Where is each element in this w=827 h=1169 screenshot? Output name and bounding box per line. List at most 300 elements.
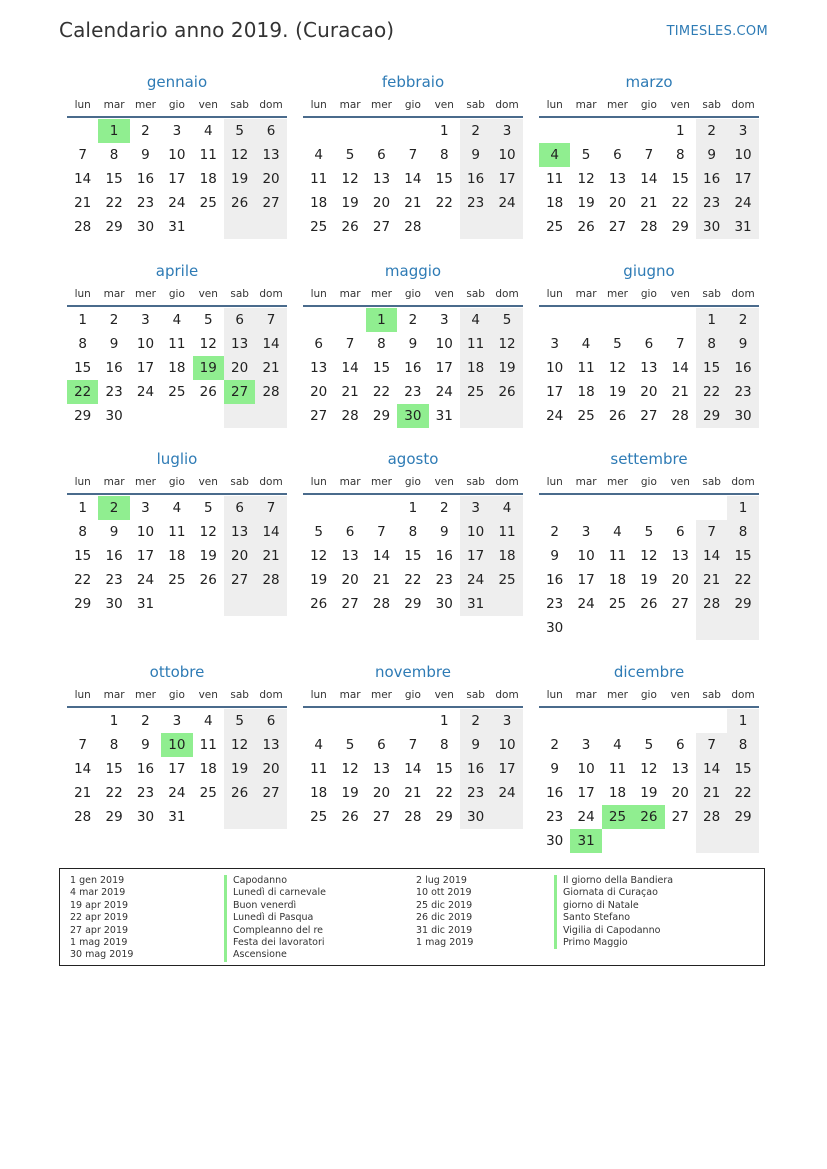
legend-holiday-name: Lunedì di Pasqua xyxy=(224,912,326,924)
calendar-day: 10 xyxy=(136,336,155,352)
calendar-day: 22 xyxy=(671,195,689,211)
weekday-label: lun xyxy=(74,689,91,701)
month-name: gennaio xyxy=(146,73,208,91)
calendar-day: 9 xyxy=(727,332,758,356)
calendar-day: 17 xyxy=(491,167,522,191)
calendar-day: 29 xyxy=(727,805,758,829)
legend-holiday-name: giorno di Natale xyxy=(554,900,673,912)
weekday-label: gio xyxy=(404,476,421,488)
calendar-day: 9 xyxy=(141,737,150,753)
calendar-empty-cell xyxy=(193,592,224,616)
calendar-day: 5 xyxy=(224,119,255,143)
calendar-day: 29 xyxy=(404,596,422,612)
weekday-label: dom xyxy=(731,288,755,300)
weekday-label: gio xyxy=(640,99,657,111)
calendar-day: 26 xyxy=(608,408,627,424)
weekday-label: mer xyxy=(370,99,392,111)
calendar-day: 3 xyxy=(727,119,758,143)
calendar-day: 20 xyxy=(224,544,255,568)
calendar-day: 12 xyxy=(577,171,595,187)
legend-holiday-name: Lunedì di carnevale xyxy=(224,887,326,899)
calendar-day: 13 xyxy=(255,733,286,757)
calendar-day: 22 xyxy=(696,380,727,404)
calendar-day: 14 xyxy=(671,360,689,376)
calendar-day: 17 xyxy=(727,167,758,191)
calendar-day: 7 xyxy=(644,147,654,163)
weekday-label: gio xyxy=(168,476,185,488)
calendar-empty-cell xyxy=(303,709,334,733)
month-july xyxy=(67,450,287,616)
weekday-label: gio xyxy=(168,689,185,701)
calendar-day: 28 xyxy=(372,596,391,612)
calendar-day: 20 xyxy=(671,572,689,588)
weekday-label: sab xyxy=(702,99,721,111)
legend-holiday-date: 27 apr 2019 xyxy=(70,924,129,936)
legend-dates-1 xyxy=(70,875,133,962)
calendar-day: 4 xyxy=(613,737,622,753)
calendar-empty-cell xyxy=(366,119,397,143)
calendar-day: 24 xyxy=(546,408,564,424)
calendar-day: 1 xyxy=(78,500,87,516)
day-grid xyxy=(539,495,759,640)
calendar-day: 12 xyxy=(341,171,359,187)
calendar-day: 18 xyxy=(199,171,217,187)
calendar-day: 23 xyxy=(546,809,564,825)
calendar-day: 8 xyxy=(439,147,449,163)
calendar-day: 17 xyxy=(460,544,491,568)
calendar-empty-cell xyxy=(665,709,696,733)
month-may xyxy=(303,262,523,428)
calendar-day: 28 xyxy=(671,408,689,424)
calendar-day: 15 xyxy=(696,356,727,380)
calendar-empty-cell xyxy=(602,709,633,733)
calendar-day: 10 xyxy=(136,524,155,540)
weekday-label: dom xyxy=(259,288,283,300)
calendar-day: 30 xyxy=(460,805,491,829)
calendar-day: 18 xyxy=(608,572,627,588)
calendar-day: 21 xyxy=(255,544,286,568)
calendar-day: 15 xyxy=(435,761,453,777)
calendar-empty-cell xyxy=(334,709,365,733)
calendar-day: 18 xyxy=(546,195,564,211)
calendar-empty-cell xyxy=(366,496,397,520)
calendar-empty-cell xyxy=(161,592,192,616)
calendar-empty-cell xyxy=(303,308,334,332)
calendar-day: 10 xyxy=(491,733,522,757)
calendar-day: 27 xyxy=(224,568,255,592)
calendar-day: 5 xyxy=(345,147,355,163)
weekday-label: mer xyxy=(370,476,392,488)
calendar-day: 7 xyxy=(78,737,87,753)
calendar-day: 17 xyxy=(577,572,595,588)
weekday-label: sab xyxy=(466,476,485,488)
calendar-day: 29 xyxy=(435,809,453,825)
day-grid xyxy=(67,708,287,829)
month-name: giugno xyxy=(623,262,675,280)
calendar-day: 3 xyxy=(550,336,559,352)
weekday-label: mar xyxy=(103,476,125,488)
weekday-label: lun xyxy=(74,288,91,300)
calendar-day: 27 xyxy=(372,219,391,235)
calendar-day: 16 xyxy=(136,761,155,777)
calendar-day: 27 xyxy=(310,408,328,424)
calendar-day: 3 xyxy=(172,713,182,729)
weekday-label: lun xyxy=(310,689,327,701)
calendar-day: 18 xyxy=(491,544,522,568)
calendar-day: 30 xyxy=(546,833,564,849)
calendar-day: 30 xyxy=(696,215,727,239)
calendar-day: 20 xyxy=(671,785,689,801)
weekday-label: mar xyxy=(339,476,361,488)
calendar-day: 8 xyxy=(727,733,758,757)
calendar-day: 13 xyxy=(640,360,658,376)
day-grid xyxy=(303,495,523,616)
calendar-day: 14 xyxy=(255,332,286,356)
calendar-empty-cell xyxy=(696,829,727,853)
calendar-day: 7 xyxy=(696,520,727,544)
weekday-label: lun xyxy=(546,689,563,701)
calendar-day: 27 xyxy=(640,408,658,424)
calendar-day: 11 xyxy=(608,548,627,564)
month-june xyxy=(539,262,759,428)
legend-holiday-name: Compleanno del re xyxy=(224,925,326,937)
calendar-day: 12 xyxy=(341,761,359,777)
legend-holiday-date: 30 mag 2019 xyxy=(70,949,134,961)
calendar-day: 4 xyxy=(539,143,570,167)
calendar-day: 22 xyxy=(67,380,98,404)
weekday-label: sab xyxy=(230,476,249,488)
calendar-day: 7 xyxy=(377,524,386,540)
calendar-day: 18 xyxy=(168,548,186,564)
weekday-label: ven xyxy=(670,288,690,300)
weekday-label: gio xyxy=(404,689,421,701)
calendar-day: 2 xyxy=(550,524,559,540)
calendar-empty-cell xyxy=(193,404,224,428)
calendar-day: 24 xyxy=(460,568,491,592)
calendar-day: 19 xyxy=(199,548,217,564)
weekday-label: mar xyxy=(575,99,597,111)
legend-holiday-date: 1 gen 2019 xyxy=(70,875,125,886)
calendar-day: 16 xyxy=(105,548,123,564)
calendar-day: 10 xyxy=(491,143,522,167)
calendar-day: 9 xyxy=(550,548,559,564)
calendar-day: 5 xyxy=(644,524,654,540)
calendar-empty-cell xyxy=(665,496,696,520)
calendar-day: 9 xyxy=(550,761,559,777)
weekday-label: gio xyxy=(168,288,185,300)
calendar-empty-cell xyxy=(602,496,633,520)
weekday-label: mar xyxy=(103,689,125,701)
calendar-day: 5 xyxy=(203,312,213,328)
calendar-day: 14 xyxy=(696,544,727,568)
calendar-day: 4 xyxy=(314,737,323,753)
calendar-day: 4 xyxy=(613,524,622,540)
calendar-day: 31 xyxy=(168,219,186,235)
calendar-day: 24 xyxy=(136,572,155,588)
calendar-day: 15 xyxy=(727,544,758,568)
calendar-day: 21 xyxy=(404,195,422,211)
legend-names-1 xyxy=(224,875,326,962)
calendar-empty-cell xyxy=(539,308,570,332)
calendar-day: 7 xyxy=(345,336,355,352)
calendar-day: 20 xyxy=(255,167,286,191)
weekday-label: lun xyxy=(74,99,91,111)
calendar-day: 30 xyxy=(105,408,123,424)
weekday-label: mer xyxy=(134,476,156,488)
calendar-day: 18 xyxy=(168,360,186,376)
calendar-day: 28 xyxy=(74,219,92,235)
calendar-day: 26 xyxy=(199,384,217,400)
calendar-empty-cell xyxy=(224,592,255,616)
legend-holiday-name: Buon venerdì xyxy=(224,900,326,912)
calendar-day: 2 xyxy=(109,312,119,328)
calendar-empty-cell xyxy=(491,805,522,829)
day-grid xyxy=(67,495,287,616)
calendar-empty-cell xyxy=(460,215,491,239)
calendar-day: 19 xyxy=(640,572,658,588)
legend-holiday-date: 2 lug 2019 xyxy=(416,875,467,886)
calendar-day: 10 xyxy=(577,761,595,777)
weekday-label: sab xyxy=(230,689,249,701)
page-title: Calendario anno 2019. (Curacao) xyxy=(59,18,395,42)
calendar-day: 11 xyxy=(310,761,328,777)
calendar-day: 21 xyxy=(696,568,727,592)
calendar-day: 28 xyxy=(404,219,422,235)
calendar-day: 29 xyxy=(105,219,123,235)
calendar-day: 6 xyxy=(314,336,323,352)
weekday-label: sab xyxy=(702,288,721,300)
month-name: settembre xyxy=(610,450,688,468)
calendar-day: 2 xyxy=(98,496,129,520)
calendar-day: 11 xyxy=(577,360,595,376)
weekday-label: gio xyxy=(640,288,657,300)
calendar-day: 15 xyxy=(435,171,453,187)
calendar-day: 17 xyxy=(546,384,564,400)
calendar-day: 13 xyxy=(608,171,627,187)
calendar-day: 2 xyxy=(439,500,449,516)
calendar-day: 8 xyxy=(439,737,449,753)
calendar-empty-cell xyxy=(633,119,664,143)
calendar-day: 24 xyxy=(435,384,453,400)
calendar-day: 19 xyxy=(310,572,328,588)
month-name: ottobre xyxy=(149,663,205,681)
calendar-day: 25 xyxy=(491,568,522,592)
legend-holiday-date: 10 ott 2019 xyxy=(416,887,472,899)
calendar-day: 26 xyxy=(633,805,664,829)
calendar-day: 15 xyxy=(74,548,92,564)
calendar-day: 23 xyxy=(460,781,491,805)
calendar-day: 8 xyxy=(408,524,418,540)
calendar-day: 9 xyxy=(109,524,119,540)
calendar-empty-cell xyxy=(255,592,286,616)
calendar-day: 1 xyxy=(366,308,397,332)
calendar-empty-cell xyxy=(334,119,365,143)
calendar-day: 4 xyxy=(172,312,182,328)
calendar-day: 29 xyxy=(727,592,758,616)
calendar-empty-cell xyxy=(334,496,365,520)
calendar-day: 8 xyxy=(696,332,727,356)
weekday-label: lun xyxy=(74,476,91,488)
calendar-day: 26 xyxy=(341,219,359,235)
calendar-day: 4 xyxy=(172,500,182,516)
calendar-day: 3 xyxy=(581,737,591,753)
calendar-day: 12 xyxy=(310,548,328,564)
weekday-label: sab xyxy=(466,99,485,111)
calendar-day: 2 xyxy=(460,709,491,733)
calendar-day: 2 xyxy=(460,119,491,143)
month-name: agosto xyxy=(387,450,439,468)
calendar-day: 25 xyxy=(168,572,186,588)
calendar-day: 19 xyxy=(224,757,255,781)
calendar-day: 2 xyxy=(408,312,418,328)
calendar-day: 4 xyxy=(460,308,491,332)
calendar-day: 30 xyxy=(727,404,758,428)
calendar-day: 5 xyxy=(224,709,255,733)
weekday-label: mar xyxy=(575,689,597,701)
calendar-day: 25 xyxy=(199,785,217,801)
calendar-day: 6 xyxy=(224,496,255,520)
calendar-day: 16 xyxy=(105,360,123,376)
calendar-day: 14 xyxy=(74,761,92,777)
calendar-day: 6 xyxy=(644,336,654,352)
weekday-label: mar xyxy=(339,99,361,111)
calendar-empty-cell xyxy=(602,308,633,332)
calendar-empty-cell xyxy=(460,404,491,428)
month-april xyxy=(67,262,287,428)
calendar-empty-cell xyxy=(539,709,570,733)
calendar-day: 23 xyxy=(136,785,155,801)
weekday-header xyxy=(539,96,759,118)
calendar-day: 31 xyxy=(727,215,758,239)
weekday-header xyxy=(67,96,287,118)
calendar-day: 14 xyxy=(372,548,391,564)
day-grid xyxy=(67,307,287,428)
weekday-label: lun xyxy=(546,99,563,111)
calendar-day: 12 xyxy=(224,143,255,167)
month-name: aprile xyxy=(155,262,199,280)
calendar-day: 11 xyxy=(608,761,627,777)
weekday-label: gio xyxy=(640,476,657,488)
calendar-day: 9 xyxy=(696,143,727,167)
calendar-day: 5 xyxy=(491,308,522,332)
calendar-day: 22 xyxy=(372,384,391,400)
legend-holiday-name: Giornata di Curaçao xyxy=(554,887,673,899)
calendar-day: 10 xyxy=(435,336,453,352)
calendar-empty-cell xyxy=(491,592,522,616)
weekday-label: lun xyxy=(310,476,327,488)
calendar-day: 29 xyxy=(74,408,92,424)
weekday-label: mer xyxy=(134,689,156,701)
calendar-day: 12 xyxy=(640,761,658,777)
calendar-empty-cell xyxy=(224,215,255,239)
calendar-day: 16 xyxy=(696,167,727,191)
legend-holiday-date: 22 apr 2019 xyxy=(70,912,129,924)
weekday-header xyxy=(303,473,523,495)
calendar-empty-cell xyxy=(633,308,664,332)
calendar-day: 25 xyxy=(310,219,328,235)
calendar-day: 28 xyxy=(341,408,359,424)
calendar-day: 13 xyxy=(372,171,391,187)
calendar-day: 23 xyxy=(105,384,123,400)
calendar-day: 7 xyxy=(255,496,286,520)
weekday-label: dom xyxy=(731,476,755,488)
weekday-label: mer xyxy=(134,99,156,111)
calendar-empty-cell xyxy=(665,308,696,332)
weekday-label: mer xyxy=(370,689,392,701)
calendar-day: 28 xyxy=(404,809,422,825)
weekday-label: lun xyxy=(546,476,563,488)
calendar-empty-cell xyxy=(366,709,397,733)
calendar-day: 11 xyxy=(168,336,186,352)
calendar-day: 24 xyxy=(168,195,186,211)
weekday-label: ven xyxy=(198,689,218,701)
weekday-label: dom xyxy=(731,689,755,701)
calendar-day: 26 xyxy=(640,596,658,612)
calendar-day: 5 xyxy=(581,147,591,163)
legend-holiday-date: 1 mag 2019 xyxy=(416,936,474,948)
month-name: marzo xyxy=(625,73,673,91)
calendar-day: 2 xyxy=(696,119,727,143)
calendar-day: 20 xyxy=(640,384,658,400)
weekday-label: dom xyxy=(259,99,283,111)
calendar-empty-cell xyxy=(491,404,522,428)
weekday-label: sab xyxy=(466,288,485,300)
calendar-day: 25 xyxy=(577,408,595,424)
calendar-day: 17 xyxy=(136,548,155,564)
calendar-day: 16 xyxy=(404,360,422,376)
calendar-day: 5 xyxy=(613,336,622,352)
calendar-day: 19 xyxy=(608,384,627,400)
calendar-day: 6 xyxy=(675,524,685,540)
calendar-day: 16 xyxy=(546,785,564,801)
month-september xyxy=(539,450,759,640)
calendar-day: 9 xyxy=(439,524,449,540)
calendar-day: 30 xyxy=(435,596,453,612)
calendar-day: 20 xyxy=(255,757,286,781)
brand-link[interactable]: TIMESLES.COM xyxy=(666,24,768,39)
legend-holiday-name: Capodanno xyxy=(224,875,326,887)
calendar-day: 19 xyxy=(491,356,522,380)
calendar-day: 27 xyxy=(372,809,391,825)
calendar-day: 21 xyxy=(74,195,92,211)
legend-names-2 xyxy=(554,875,673,949)
day-grid xyxy=(67,118,287,239)
calendar-day: 3 xyxy=(141,500,150,516)
weekday-label: mar xyxy=(575,476,597,488)
calendar-day: 11 xyxy=(546,171,564,187)
calendar-day: 3 xyxy=(491,709,522,733)
calendar-empty-cell xyxy=(397,119,428,143)
calendar-day: 6 xyxy=(377,147,386,163)
calendar-day: 24 xyxy=(168,785,186,801)
weekday-label: mar xyxy=(575,288,597,300)
calendar-day: 20 xyxy=(372,785,391,801)
legend-dates-2 xyxy=(416,875,473,949)
calendar-day: 15 xyxy=(105,761,123,777)
calendar-day: 9 xyxy=(141,147,150,163)
calendar-day: 18 xyxy=(310,785,328,801)
calendar-day: 13 xyxy=(372,761,391,777)
calendar-day: 29 xyxy=(696,404,727,428)
calendar-day: 5 xyxy=(644,737,654,753)
calendar-day: 24 xyxy=(136,384,155,400)
calendar-day: 9 xyxy=(109,336,119,352)
calendar-day: 25 xyxy=(602,805,633,829)
calendar-day: 16 xyxy=(727,356,758,380)
calendar-day: 14 xyxy=(404,171,422,187)
calendar-day: 22 xyxy=(404,572,422,588)
calendar-day: 6 xyxy=(675,737,685,753)
